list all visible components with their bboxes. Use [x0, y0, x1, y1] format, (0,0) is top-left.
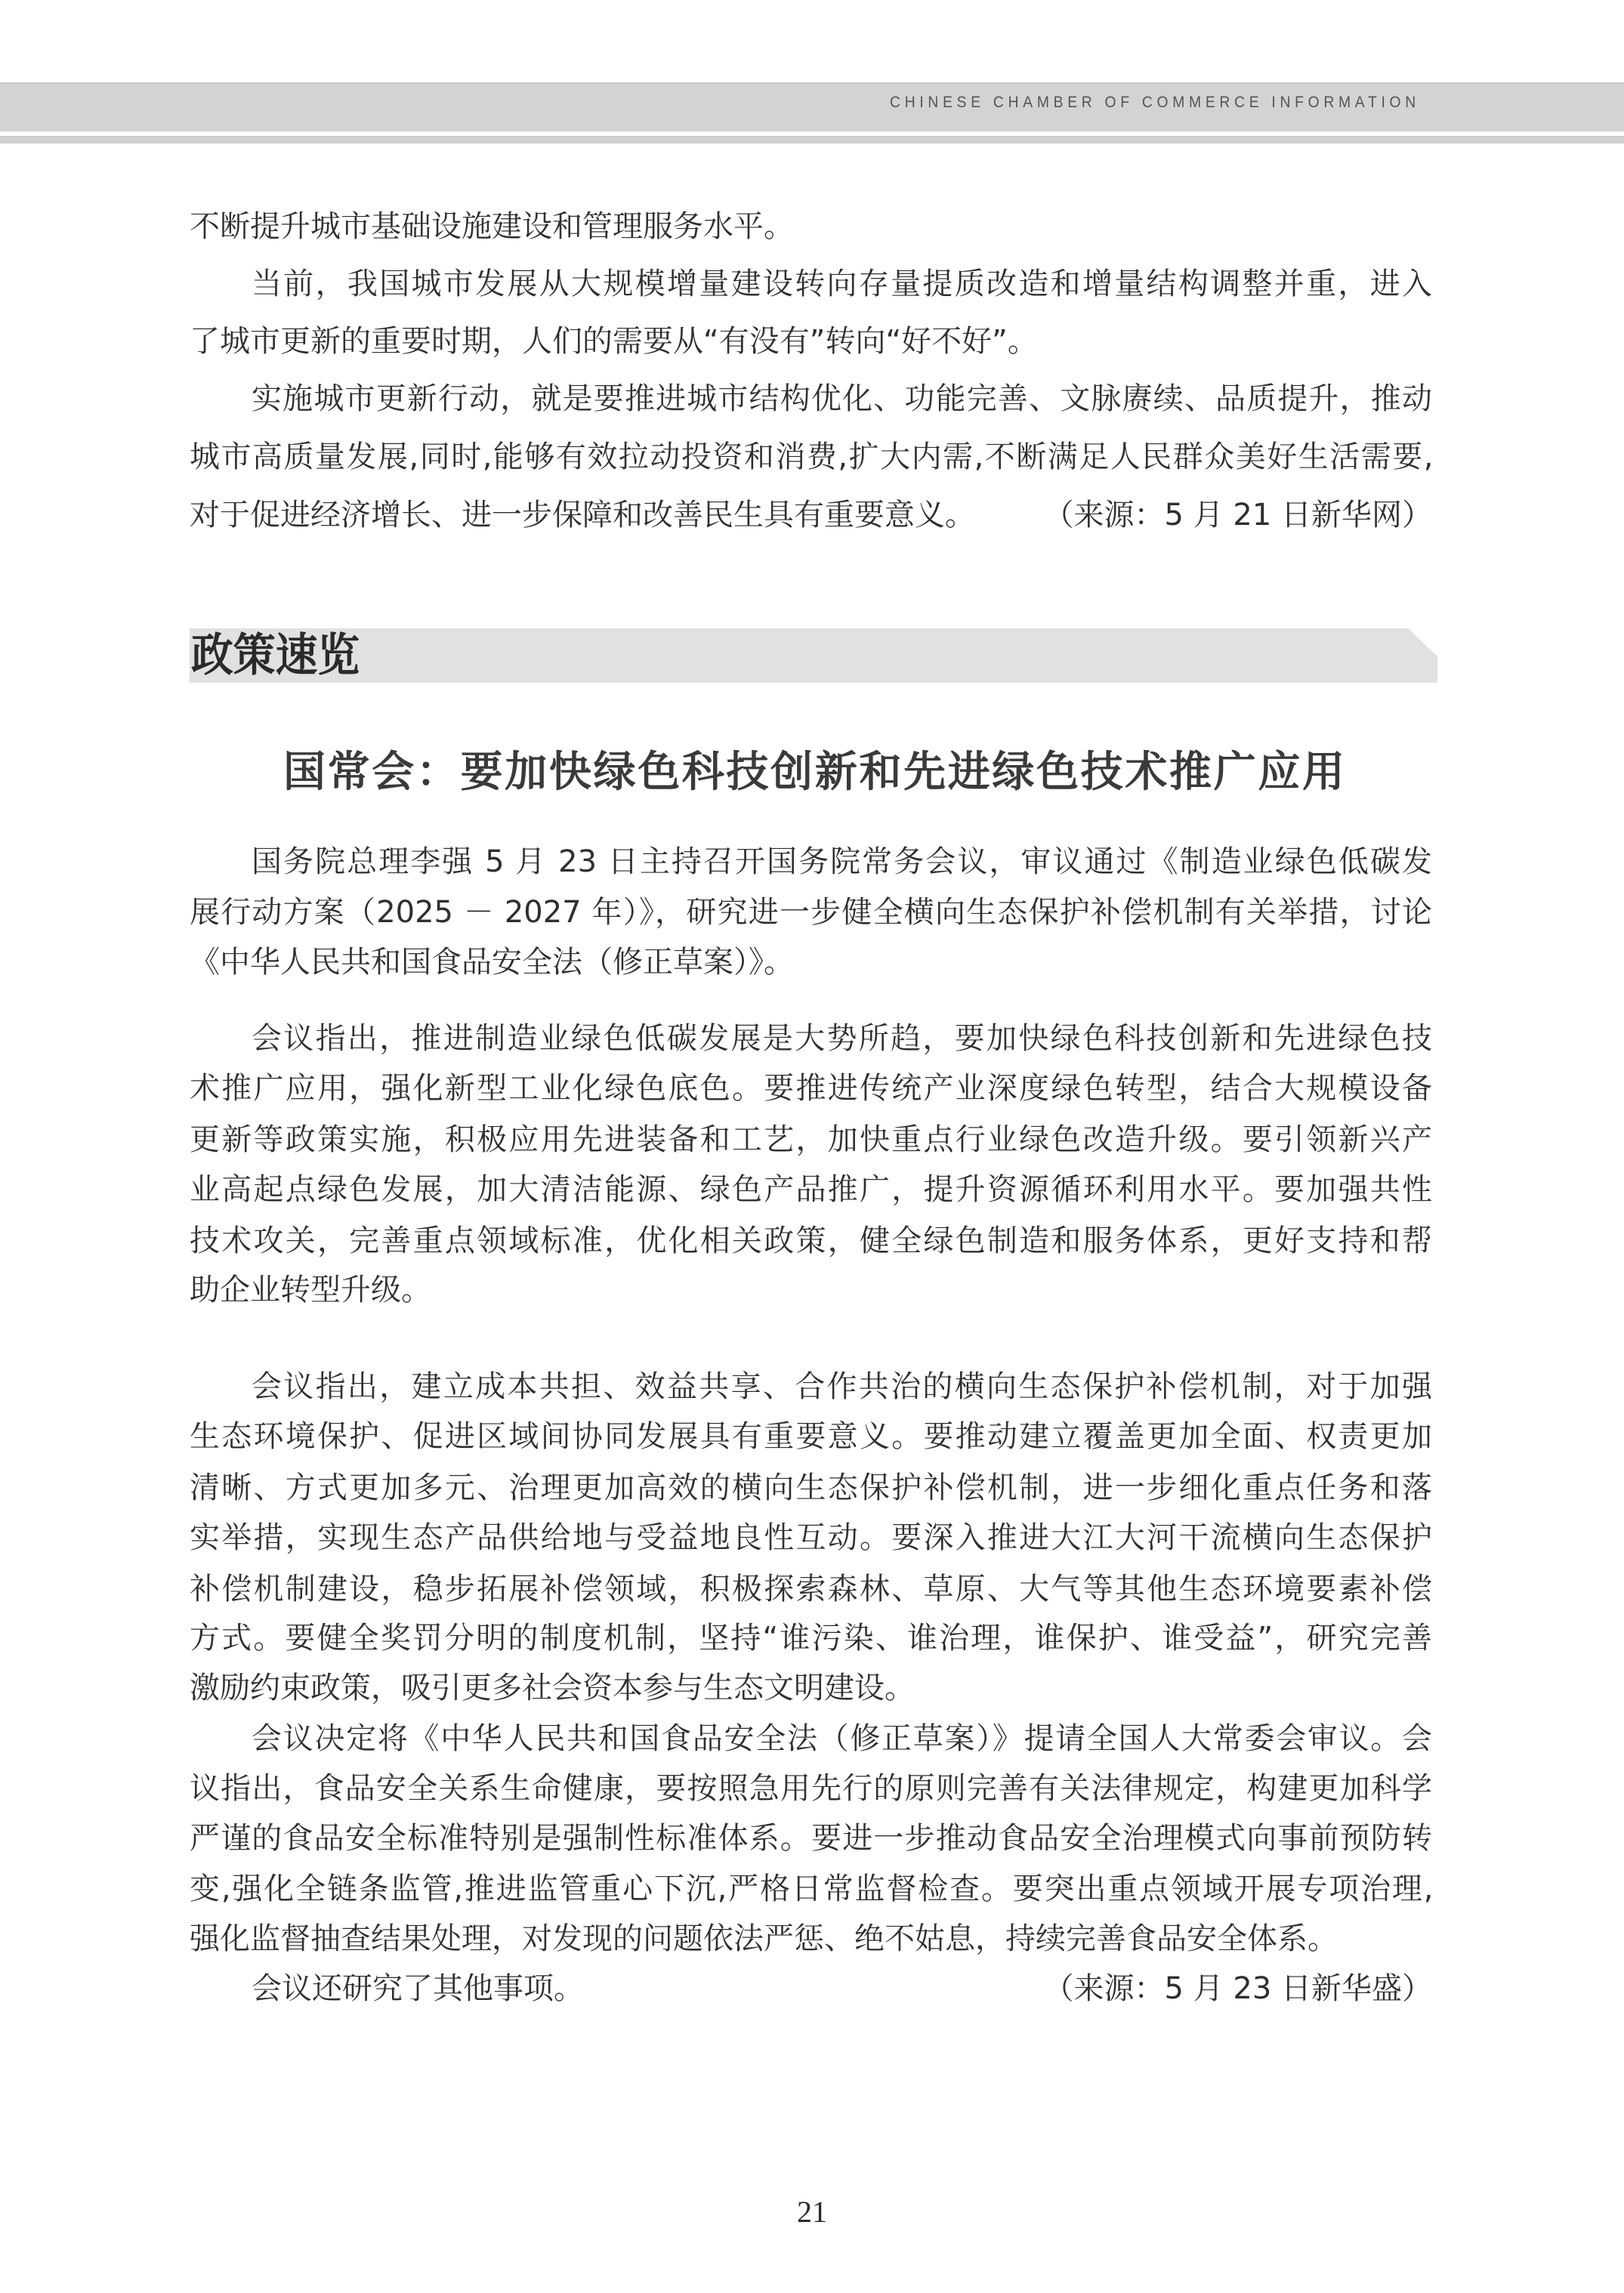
paragraph-line: 实举措，实现生态产品供给地与受益地良性互动。要深入推进大江大河干流横向生态保护	[190, 1520, 1432, 1555]
paragraph-line: 不断提升城市基础设施建设和管理服务水平。	[190, 209, 794, 244]
paragraph-line: 了城市更新的重要时期，人们的需要从“有没有”转向“好不好”。	[190, 324, 1038, 359]
source-citation: （来源：5 月 23 日新华盛）	[1043, 1971, 1432, 2006]
paragraph-line: 强化监督抽查结果处理，对发现的问题依法严惩、绝不姑息，持续完善食品安全体系。	[190, 1921, 1338, 1956]
page-number: 21	[797, 2195, 827, 2229]
paragraph-line: 业高起点绿色发展，加大清洁能源、绿色产品推广，提升资源循环利用水平。要加强共性	[190, 1172, 1432, 1207]
paragraph-line: 实施城市更新行动，就是要推进城市结构优化、功能完善、文脉赓续、品质提升，推动	[252, 381, 1432, 416]
paragraph-line: 清晰、方式更加多元、治理更加高效的横向生态保护补偿机制，进一步细化重点任务和落	[190, 1471, 1432, 1505]
paragraph-text: 对于促进经济增长、进一步保障和改善民生具有重要意义。	[190, 498, 975, 532]
paragraph-line: 术推广应用，强化新型工业化绿色底色。要推进传统产业深度绿色转型，结合大规模设备	[190, 1071, 1432, 1106]
paragraph-line: 会议指出，建立成本共担、效益共享、合作共治的横向生态保护补偿机制，对于加强	[252, 1369, 1432, 1404]
paragraph-line: 严谨的食品安全标准特别是强制性标准体系。要进一步推动食品安全治理模式向事前预防转	[190, 1821, 1432, 1856]
paragraph-text: 会议还研究了其他事项。	[252, 1971, 584, 2006]
paragraph-line: 补偿机制建设，稳步拓展补偿领域，积极探索森林、草原、大气等其他生态环境要素补偿	[190, 1572, 1432, 1606]
paragraph-line: 《中华人民共和国食品安全法（修正草案）》。	[190, 945, 794, 980]
paragraph-line: 当前，我国城市发展从大规模增量建设转向存量提质改造和增量结构调整并重，进入	[252, 267, 1432, 301]
paragraph-line: 议指出，食品安全关系生命健康，要按照急用先行的原则完善有关法律规定，构建更加科学	[190, 1771, 1432, 1806]
paragraph-line-with-source	[190, 494, 1432, 536]
header-rule	[0, 136, 1624, 144]
section-heading: 政策速览	[191, 629, 360, 682]
paragraph-line: 国务院总理李强 5 月 23 日主持召开国务院常务会议，审议通过《制造业绿色低碳发	[252, 844, 1432, 879]
paragraph-line: 展行动方案（2025 － 2027 年）》，研究进一步健全横向生态保护补偿机制有关举措，讨论	[190, 895, 1432, 930]
paragraph-line-with-source	[252, 1967, 1432, 2010]
paragraph-line: 生态环境保护、促进区域间协同发展具有重要意义。要推动建立覆盖更加全面、权责更加	[190, 1419, 1432, 1454]
publication-name: CHINESE CHAMBER OF COMMERCE INFORMATION	[890, 94, 1420, 111]
source-citation: （来源：5 月 21 日新华网）	[1043, 498, 1432, 532]
paragraph-line: 变,强化全链条监管,推进监管重心下沉,严格日常监督检查。要突出重点领域开展专项治理,	[190, 1872, 1432, 1906]
paragraph-line: 激励约束政策，吸引更多社会资本参与生态文明建设。	[190, 1671, 915, 1705]
paragraph-line: 助企业转型升级。	[190, 1273, 431, 1307]
article-title: 国常会：要加快绿色科技创新和先进绿色技术推广应用	[283, 748, 1345, 797]
paragraph-line: 技术攻关，完善重点领域标准，优化相关政策，健全绿色制造和服务体系，更好支持和帮	[190, 1224, 1432, 1258]
section-heading-bar	[190, 628, 1437, 683]
paragraph-line: 方式。要健全奖罚分明的制度机制，坚持“谁污染、谁治理，谁保护、谁受益”，研究完善	[190, 1621, 1432, 1656]
paragraph-line: 会议指出，推进制造业绿色低碳发展是大势所趋，要加快绿色科技创新和先进绿色技	[252, 1021, 1432, 1056]
paragraph-line: 更新等政策实施，积极应用先进装备和工艺，加快重点行业绿色改造升级。要引领新兴产	[190, 1122, 1432, 1157]
paragraph-line: 会议决定将《中华人民共和国食品安全法（修正草案）》提请全国人大常委会审议。会	[252, 1721, 1432, 1756]
paragraph-line: 城市高质量发展,同时,能够有效拉动投资和消费,扩大内需,不断满足人民群众美好生活需要,	[190, 440, 1432, 474]
